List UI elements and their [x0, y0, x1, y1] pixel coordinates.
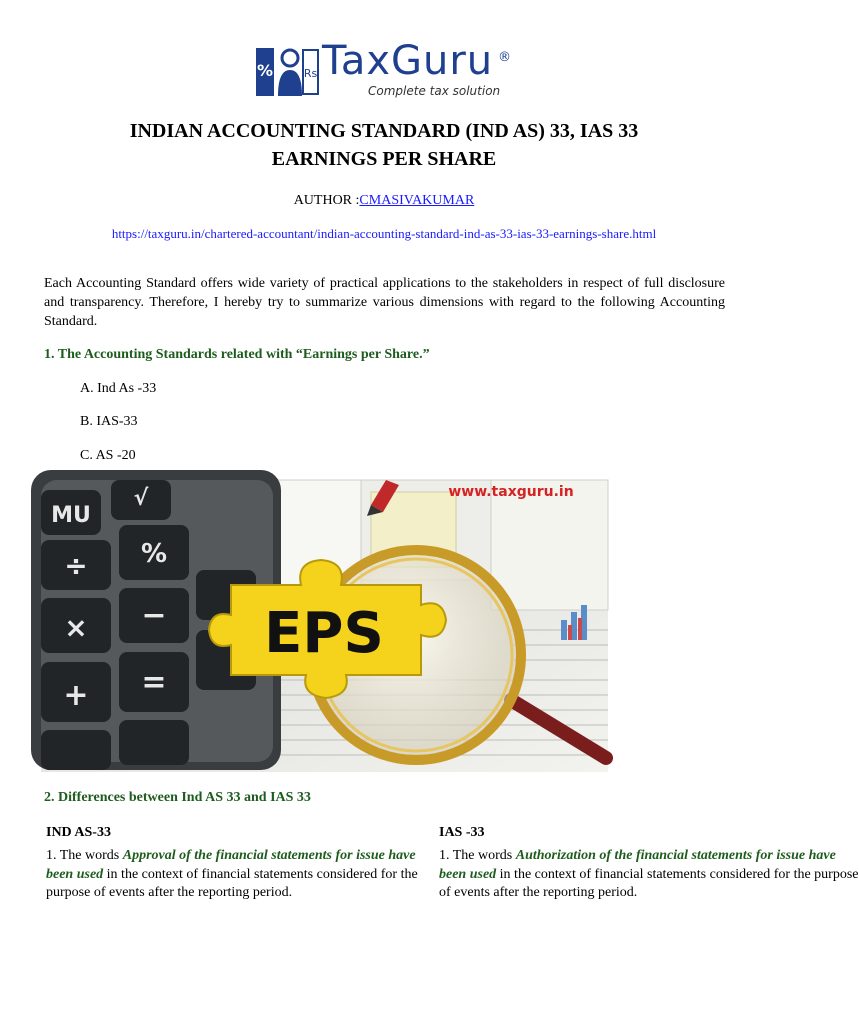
svg-text:Rs: Rs [303, 67, 318, 80]
list-item-b: B. IAS-33 [80, 414, 138, 429]
taxguru-logo-icon [256, 44, 318, 100]
taxguru-logo[interactable] [256, 38, 518, 102]
svg-text:MU: MU [51, 503, 91, 528]
ind-as-emphasis: Approval of the financial statements for issue have been used [46, 848, 416, 882]
registered-mark: ® [498, 50, 511, 65]
ias-column-header: IAS -33 [439, 825, 485, 840]
logo-tagline: Complete tax solution [368, 84, 501, 98]
author-label: AUTHOR : [293, 193, 360, 208]
section-2-heading: 2. Differences between Ind AS 33 and IAS 33 [44, 790, 311, 805]
svg-text:÷: ÷ [64, 549, 88, 582]
svg-text:www.taxguru.in: www.taxguru.in [448, 484, 574, 500]
list-item-a: A. Ind As -33 [80, 381, 157, 396]
eps-illustration [41, 480, 608, 772]
svg-text:EPS: EPS [264, 601, 384, 666]
author-line [0, 193, 768, 209]
ind-as-point-1: 1. The words Approval of the financial statements for issue have been used in the context of financial statements considered for the purpose of events after the reporting period. [46, 848, 418, 900]
ind-as-column-header: IND AS-33 [46, 825, 111, 840]
svg-text:%: % [140, 539, 168, 569]
section-1-heading: 1. The Accounting Standards related with “Earnings per Share.” [44, 347, 430, 362]
svg-text:=: = [141, 665, 167, 700]
ias-point-1: 1. The words Authorization of the financial statements for issue have been used in the context of financial statements considered for the purpose of events after the reporting period. [439, 848, 859, 900]
svg-text:%: % [256, 61, 274, 80]
source-url-link[interactable]: https://taxguru.in/chartered-accountant/indian-accounting-standard-ind-as-33-ias-33-earnings-share.html [111, 226, 657, 241]
author-link[interactable]: CMASIVAKUMAR [359, 193, 475, 208]
svg-text:×: × [64, 611, 88, 644]
intro-paragraph: Each Accounting Standard offers wide variety of practical applications to the stakeholders in respect of full disclosure and transparency. Therefore, I hereby try to summarize various dimensions with regard to the following Accounting Standard. [44, 276, 725, 329]
svg-text:−: − [141, 598, 167, 633]
document-title-line-1: INDIAN ACCOUNTING STANDARD (IND AS) 33, IAS 33 [129, 120, 639, 142]
svg-text:+: + [63, 678, 89, 713]
ias-emphasis: Authorization of the financial statements for issue have been used [439, 848, 836, 882]
svg-text:√: √ [133, 486, 149, 511]
document-title-line-2: EARNINGS PER SHARE [271, 148, 497, 170]
list-item-c: C. AS -20 [80, 448, 136, 463]
logo-wordmark: TaxGuru [322, 38, 494, 84]
eps-illustration-svg [41, 480, 608, 772]
